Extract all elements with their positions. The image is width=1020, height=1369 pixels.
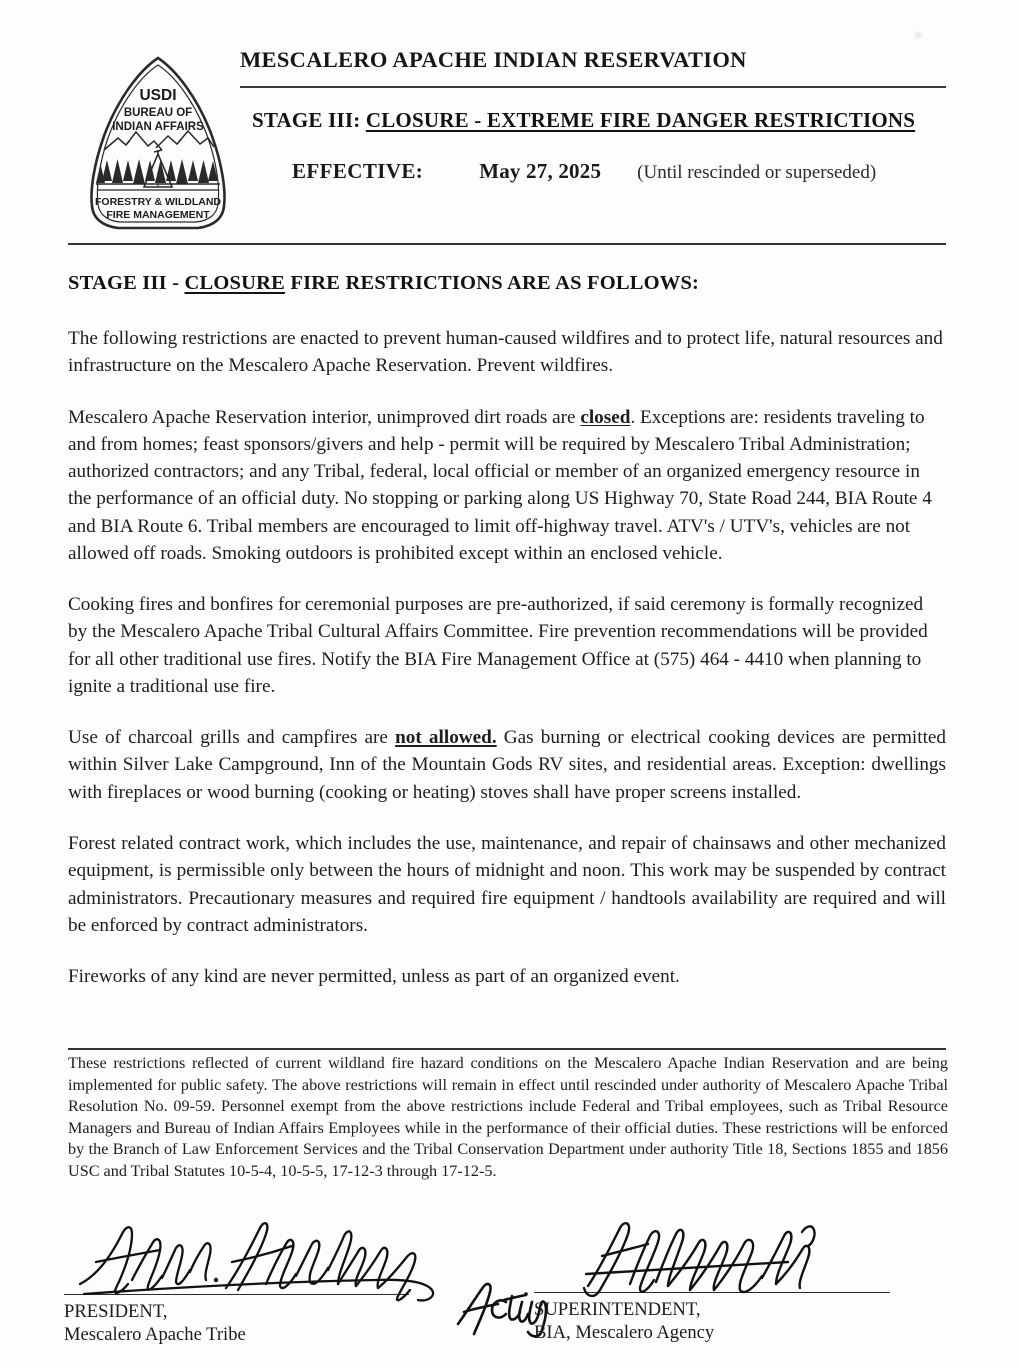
p4-part-a: Use of charcoal grills and campfires are [68, 727, 396, 749]
heading-underlined: CLOSURE [184, 272, 286, 294]
paragraph-ceremonial-fires: Cooking fires and bonfires for ceremonial purposes are pre-authorized, if said ceremony is formally recognized by the Mescalero Apache Tribal Cultural Affairs Committee. Fire prevention recommendations will be provided for all other traditional use fires. Notify the BIA Fire Management Office at (575) 464 - 4410 when planning to ignite a traditional use fire. [68, 594, 928, 697]
mountain-icon [104, 131, 214, 150]
effective-label: EFFECTIVE: [292, 158, 424, 183]
p2-part-b: . Exceptions are: residents traveling to and from homes; feast sponsors/givers and help - permit will be required by Mescalero Tribal Administration; authorized contractors; and any Tribal, federal, local official or member of an organized emergency resource in the performance of an official duty. No stopping or parking along US Highway 70, State Road 244, BIA Route 4 and BIA Route 6. Tribal members are encouraged to limit off-highway travel. ATV's / UTV's, vehicles are not allowed off roads. Smoking outdoors is prohibited except within an enclosed vehicle. [68, 406, 932, 564]
header-divider-rule [240, 86, 946, 88]
superintendent-title: SUPERINTENDENT, [534, 1299, 701, 1320]
stage-underlined-text: CLOSURE - EXTREME FIRE DANGER RESTRICTIONS [365, 107, 916, 132]
header-bottom-divider [68, 243, 946, 245]
logo-line-bureau: BUREAU OF [123, 107, 193, 119]
paragraph-grills-campfires [68, 724, 946, 806]
logo-line-usdi: USDI [139, 87, 177, 104]
organization-title: MESCALERO APACHE INDIAN RESERVATION [240, 47, 747, 72]
heading-prefix: STAGE III - [68, 272, 185, 294]
paragraph-contract-work: Forest related contract work, which includes the use, maintenance, and repair of chainsaws and other mechanized equipment, is permissible only between the hours of midnight and noon. This work may be suspended by contract administrators. Precautionary measures and required fire equipment / handtools availability are required and will be enforced by contract administrators. [68, 832, 946, 936]
header-text-column [240, 48, 948, 184]
disclaimer-text: These restrictions reflected of current wildland fire hazard conditions on the Mescalero Apache Indian Reservation and are being implemented for public safety. The above restrictions will remain in effect until rescinded under authority of Mescalero Apache Tribal Resolution No. 09-59. Personnel exempt from the above restrictions include Federal and Tribal employees, such as Tribal Resource Managers and Bureau of Indian Affairs Employees while in the performance of their official duties. These restrictions will be enforced by the Branch of Law Enforcement Services and the Tribal Conservation Department under authority Title 18, Sections 1855 and 1856 USC and Tribal Statutes 10-5-4, 10-5-5, 17-12-3 through 17-12-5. [68, 1054, 948, 1180]
pine-trees-icon [96, 159, 218, 184]
disclaimer-divider [68, 1048, 946, 1050]
logo-line-indian-affairs: INDIAN AFFAIRS [112, 121, 204, 133]
signature-area [0, 1222, 1020, 1369]
superintendent-signature-label [534, 1298, 714, 1345]
stage-prefix: STAGE III: [252, 107, 366, 132]
paragraph-road-closures [68, 404, 946, 568]
superintendent-signature-ink [578, 1216, 878, 1302]
superintendent-signature-line [534, 1292, 890, 1293]
bia-forestry-wildland-fire-management-logo [78, 54, 238, 234]
paragraph-purpose: The following restrictions are enacted to prevent human-caused wildfires and to protect life, natural resources and infrastructure on the Mescalero Apache Reservation. Prevent wildfires. [68, 328, 943, 377]
scan-artifact [912, 30, 924, 40]
document-header [0, 48, 1020, 248]
effective-note: (Until rescinded or superseded) [637, 161, 877, 183]
logo-line-fire-management: FIRE MANAGEMENT [106, 209, 210, 221]
president-title: PRESIDENT, [64, 1301, 168, 1322]
p2-emphasis-closed: closed [580, 406, 631, 428]
president-signature-label [64, 1300, 246, 1347]
superintendent-organization: BIA, Mescalero Agency [534, 1322, 715, 1344]
section-heading [68, 272, 946, 295]
president-organization: Mescalero Apache Tribe [64, 1324, 246, 1346]
logo-line-forestry: FORESTRY & WILDLAND [95, 196, 221, 208]
effective-row [240, 159, 948, 184]
p4-part-b: Gas burning or electrical cooking devices are permitted within Silver Lake Campground, Inn of the Mountain Gods RV sites, and residential areas. Exception: dwellings with fireplaces or wood burning (cooking or heating) stoves shall have proper screens installed. [68, 727, 947, 803]
p2-part-a: Mescalero Apache Reservation interior, unimproved dirt roads are [68, 406, 581, 428]
heading-suffix: FIRE RESTRICTIONS ARE AS FOLLOWS: [285, 272, 700, 294]
paragraph-fireworks: Fireworks of any kind are never permitted, unless as part of an organized event. [68, 966, 680, 988]
president-signature-line [64, 1294, 409, 1295]
effective-date: May 27, 2025 [479, 158, 602, 183]
p4-emphasis-not-allowed: not allowed. [395, 727, 497, 749]
restrictions-body [68, 272, 946, 1014]
stage-restriction-title [240, 108, 948, 133]
